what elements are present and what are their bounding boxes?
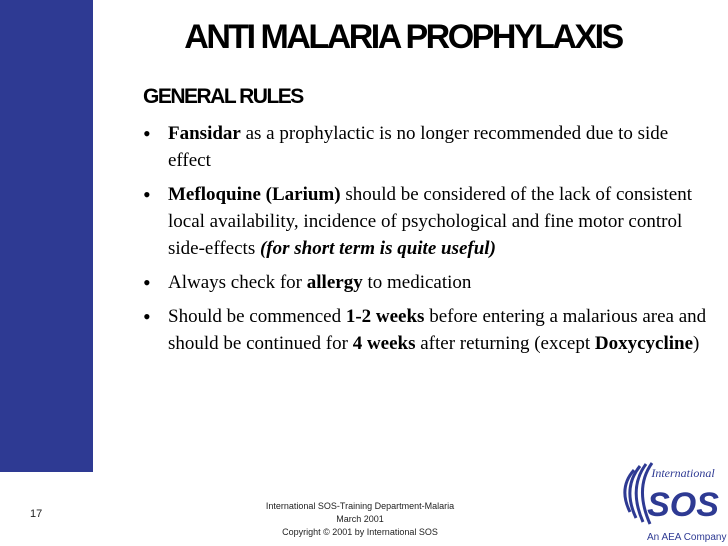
emphasis-duration: 1-2 weeks: [345, 306, 425, 327]
bullet-dot-icon: •: [143, 304, 151, 329]
bullet-dot-icon: •: [143, 182, 151, 207]
slide-title: ANTI MALARIA PROPHYLAXIS: [184, 18, 622, 56]
bullet-text: before entering a malarious area and should be continued for: [168, 306, 707, 354]
footer-text: [260, 500, 460, 539]
bullet-dot-icon: •: [143, 270, 151, 295]
left-accent-bar: [0, 0, 93, 472]
bullet-list: [143, 120, 713, 364]
page-number: 17: [30, 508, 43, 520]
emphasis-duration: 4 weeks: [352, 333, 416, 354]
bullet-item: [143, 120, 713, 174]
bullet-text: after returning (except: [415, 333, 595, 354]
bullet-text: as a prophylactic is no longer recommended due to side effect: [168, 123, 669, 171]
slide-subtitle: GENERAL RULES: [143, 85, 303, 108]
footer-line: International SOS-Training Department-Malaria: [265, 501, 455, 511]
footer-line: March 2001: [336, 514, 384, 524]
bullet-text: ): [693, 333, 700, 354]
bullet-dot-icon: •: [143, 121, 151, 146]
drug-name: Doxycycline: [594, 333, 694, 354]
bullet-text: Always check for: [168, 272, 307, 293]
emphasis-word: allergy: [306, 272, 363, 293]
bullet-item: [143, 303, 713, 357]
bullet-text: to medication: [362, 272, 472, 293]
bullet-item: [143, 181, 713, 262]
footer-line: Copyright © 2001 by International SOS: [282, 527, 438, 537]
drug-name: Mefloquine (Larium): [168, 184, 341, 205]
bullet-text: should be considered of the lack of consistent local availability, incidence of psychological and fine motor control side-effects: [168, 184, 692, 259]
drug-name: Fansidar: [168, 123, 241, 144]
emphasis-note: (for short term is quite useful): [259, 238, 496, 259]
logo-brand-top: International: [651, 466, 715, 480]
bullet-item: [143, 269, 713, 296]
logo-tagline: An AEA Company: [647, 532, 727, 543]
bullet-text: Should be commenced: [168, 306, 346, 327]
logo-brand-main: SOS: [647, 486, 719, 524]
